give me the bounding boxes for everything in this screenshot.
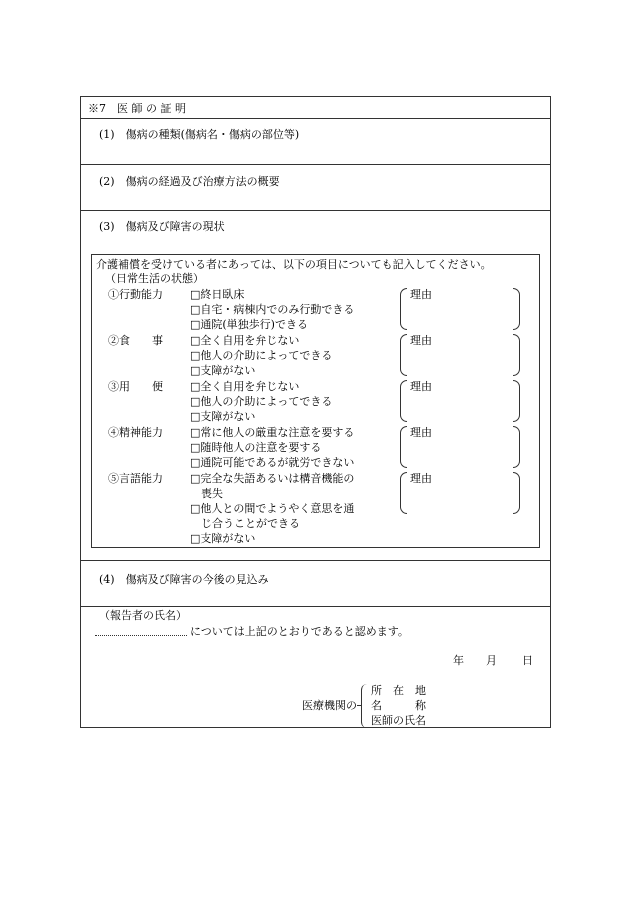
reporter-name-label: （報告者の氏名）: [99, 609, 187, 622]
daily-living-heading: （日常生活の状態）: [105, 272, 204, 285]
option-checkbox[interactable]: □通院可能であるが就労できない: [190, 456, 355, 469]
reason-bracket-left: [400, 472, 407, 514]
reason-label: 理由: [410, 288, 432, 301]
care-intro-text: 介護補償を受けている者にあっては、以下の項目についても記入してください。: [96, 258, 492, 271]
reason-bracket-left: [400, 380, 407, 422]
institution-name-input[interactable]: [434, 698, 544, 712]
date-month: 月: [486, 654, 497, 667]
section-4-label: (4) 傷病及び障害の今後の見込み: [99, 573, 269, 586]
reason-input-mental[interactable]: [408, 438, 512, 466]
option-checkbox[interactable]: □通院(単独歩行)できる: [190, 318, 308, 331]
reason-bracket-right: [513, 472, 520, 514]
section-1-label: (1) 傷病の種類(傷病名・傷病の部位等): [99, 128, 300, 141]
item-label-toileting: ③用 便: [108, 380, 163, 393]
certificate-title: ※7 医 師 の 証 明: [88, 102, 186, 115]
reason-input-toileting[interactable]: [408, 392, 512, 420]
reporter-name-input[interactable]: [95, 622, 187, 635]
section-2-label: (2) 傷病の経過及び治療方法の概要: [99, 175, 280, 188]
field-name-label: 名 称: [371, 699, 426, 712]
section-2-entry-area[interactable]: [80, 188, 551, 210]
option-checkbox[interactable]: □常に他人の厳重な注意を要する: [190, 426, 355, 439]
option-continuation: じ合うことができる: [190, 517, 300, 530]
option-continuation: 喪失: [190, 487, 223, 500]
option-checkbox[interactable]: □他人の介助によってできる: [190, 395, 333, 408]
fields-brace-point: [357, 705, 362, 706]
reason-bracket-right: [513, 380, 520, 422]
option-checkbox[interactable]: □終日臥床: [190, 288, 245, 301]
field-address-label: 所 在 地: [371, 684, 426, 697]
divider: [80, 606, 551, 607]
reason-input-eating[interactable]: [408, 346, 512, 374]
option-checkbox[interactable]: □支障がない: [190, 410, 256, 423]
option-checkbox[interactable]: □全く自用を弁じない: [190, 380, 300, 393]
divider: [80, 560, 551, 561]
field-doctor-name-label: 医師の氏名: [371, 714, 426, 727]
divider: [80, 164, 551, 165]
option-checkbox[interactable]: □支障がない: [190, 364, 256, 377]
section-1-entry-area[interactable]: [80, 140, 551, 164]
reason-bracket-right: [513, 426, 520, 468]
option-checkbox[interactable]: □随時他人の注意を要する: [190, 441, 322, 454]
reason-bracket-left: [400, 288, 407, 330]
reason-label: 理由: [410, 426, 432, 439]
item-label-eating: ②食 事: [108, 334, 163, 347]
option-checkbox[interactable]: □支障がない: [190, 532, 256, 545]
reporter-name-line: [95, 635, 187, 636]
item-label-mental: ④精神能力: [108, 426, 163, 439]
fields-brace: [361, 684, 367, 728]
reason-label: 理由: [410, 380, 432, 393]
item-label-speech: ⑤言語能力: [108, 472, 163, 485]
item-label-mobility: ①行動能力: [108, 288, 163, 301]
option-checkbox[interactable]: □他人の介助によってできる: [190, 349, 333, 362]
divider: [80, 210, 551, 211]
reason-label: 理由: [410, 472, 432, 485]
section-4-entry-area[interactable]: [80, 586, 551, 606]
date-day: 日: [522, 654, 533, 667]
option-checkbox[interactable]: □完全な失語あるいは構音機能の: [190, 472, 355, 485]
reason-input-speech[interactable]: [408, 484, 512, 512]
reason-bracket-left: [400, 334, 407, 376]
address-input[interactable]: [434, 683, 544, 697]
reason-bracket-right: [513, 334, 520, 376]
date-year: 年: [453, 654, 464, 667]
reason-bracket-right: [513, 288, 520, 330]
option-checkbox[interactable]: □自宅・病棟内でのみ行動できる: [190, 303, 355, 316]
divider: [80, 118, 551, 119]
institution-label: 医療機関の: [302, 699, 357, 712]
section-3-label: (3) 傷病及び障害の現状: [99, 220, 225, 233]
doctor-name-input[interactable]: [434, 713, 544, 727]
reason-label: 理由: [410, 334, 432, 347]
option-checkbox[interactable]: □他人との間でようやく意思を通: [190, 502, 355, 515]
certification-statement: については上記のとおりであると認めます。: [190, 625, 409, 638]
reason-bracket-left: [400, 426, 407, 468]
reason-input-mobility[interactable]: [408, 300, 512, 328]
option-checkbox[interactable]: □全く自用を弁じない: [190, 334, 300, 347]
